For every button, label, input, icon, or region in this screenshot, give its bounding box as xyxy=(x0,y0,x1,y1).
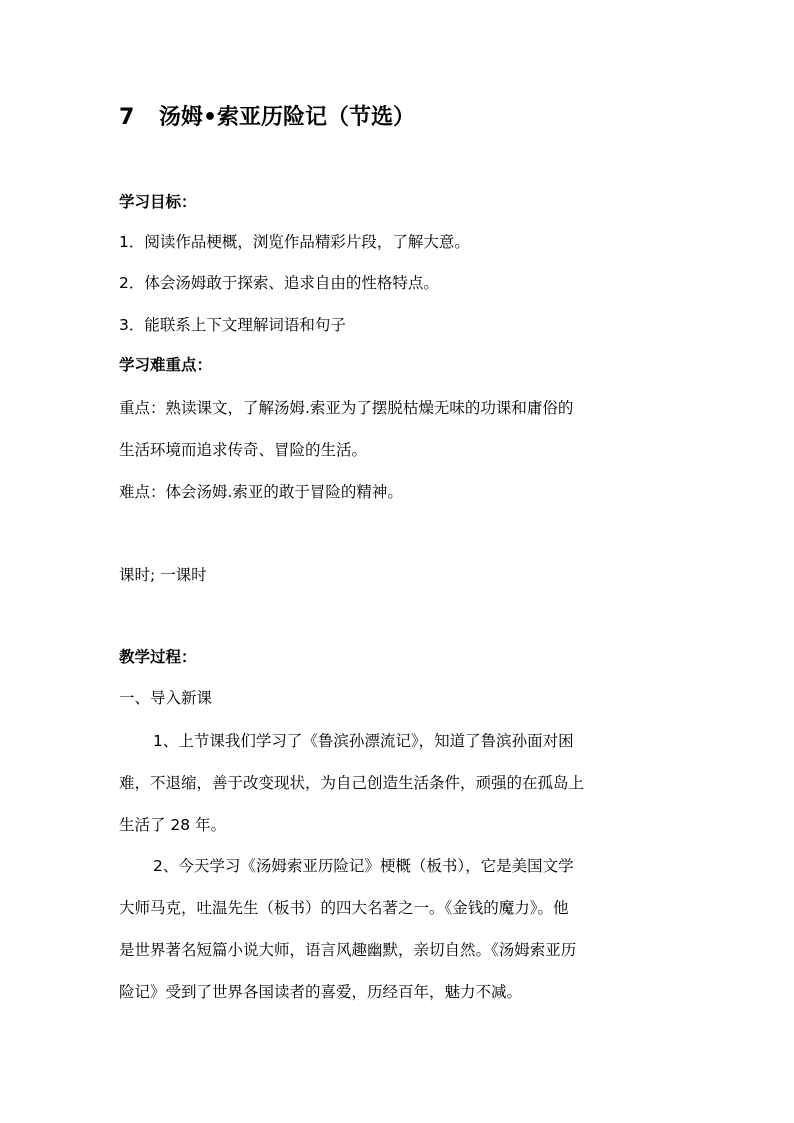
objectives-heading: 学习目标： xyxy=(119,193,197,211)
paragraph-line: 2、今天学习《汤姆索亚历险记》梗概（板书），它是美国文学 xyxy=(153,857,574,875)
objective-item: 2．体会汤姆敢于探索、追求自由的性格特点。 xyxy=(119,274,439,292)
section-heading: 一、导入新课 xyxy=(119,689,213,707)
page-title xyxy=(119,103,415,133)
lesson-title: 汤姆•索亚历险记（节选） xyxy=(159,105,416,130)
lesson-number: 7 xyxy=(119,105,135,130)
objective-item: 3．能联系上下文理解词语和句子 xyxy=(119,316,346,334)
paragraph-line: 难，不退缩，善于改变现状，为自己创造生活条件，顽强的在孤岛上 xyxy=(119,774,585,792)
paragraph-line: 1、上节课我们学习了《鲁滨孙漂流记》，知道了鲁滨孙面对困 xyxy=(153,732,574,750)
difficult-point: 难点：体会汤姆.索亚的敢于冒险的精神。 xyxy=(119,483,403,501)
objective-item: 1．阅读作品梗概，浏览作品精彩片段，了解大意。 xyxy=(119,233,470,251)
paragraph-line: 生活了 28 年。 xyxy=(119,816,227,834)
key-point-line: 生活环境而追求传奇、冒险的生活。 xyxy=(119,441,368,459)
paragraph-line: 险记》受到了世界各国读者的喜爱，历经百年，魅力不减。 xyxy=(119,983,523,1001)
paragraph-line: 是世界著名短篇小说大师，语言风趣幽默，亲切自然。《汤姆索亚历 xyxy=(119,941,577,959)
key-points-heading: 学习难重点： xyxy=(119,356,213,374)
key-point-line: 重点：熟读课文，了解汤姆.索亚为了摆脱枯燥无味的功课和庸俗的 xyxy=(119,399,574,417)
class-hours: 课时; 一课时 xyxy=(119,566,207,584)
paragraph-line: 大师马克，吐温先生（板书）的四大名著之一。《金钱的魔力》。他 xyxy=(119,899,569,917)
process-heading: 教学过程： xyxy=(119,648,197,666)
